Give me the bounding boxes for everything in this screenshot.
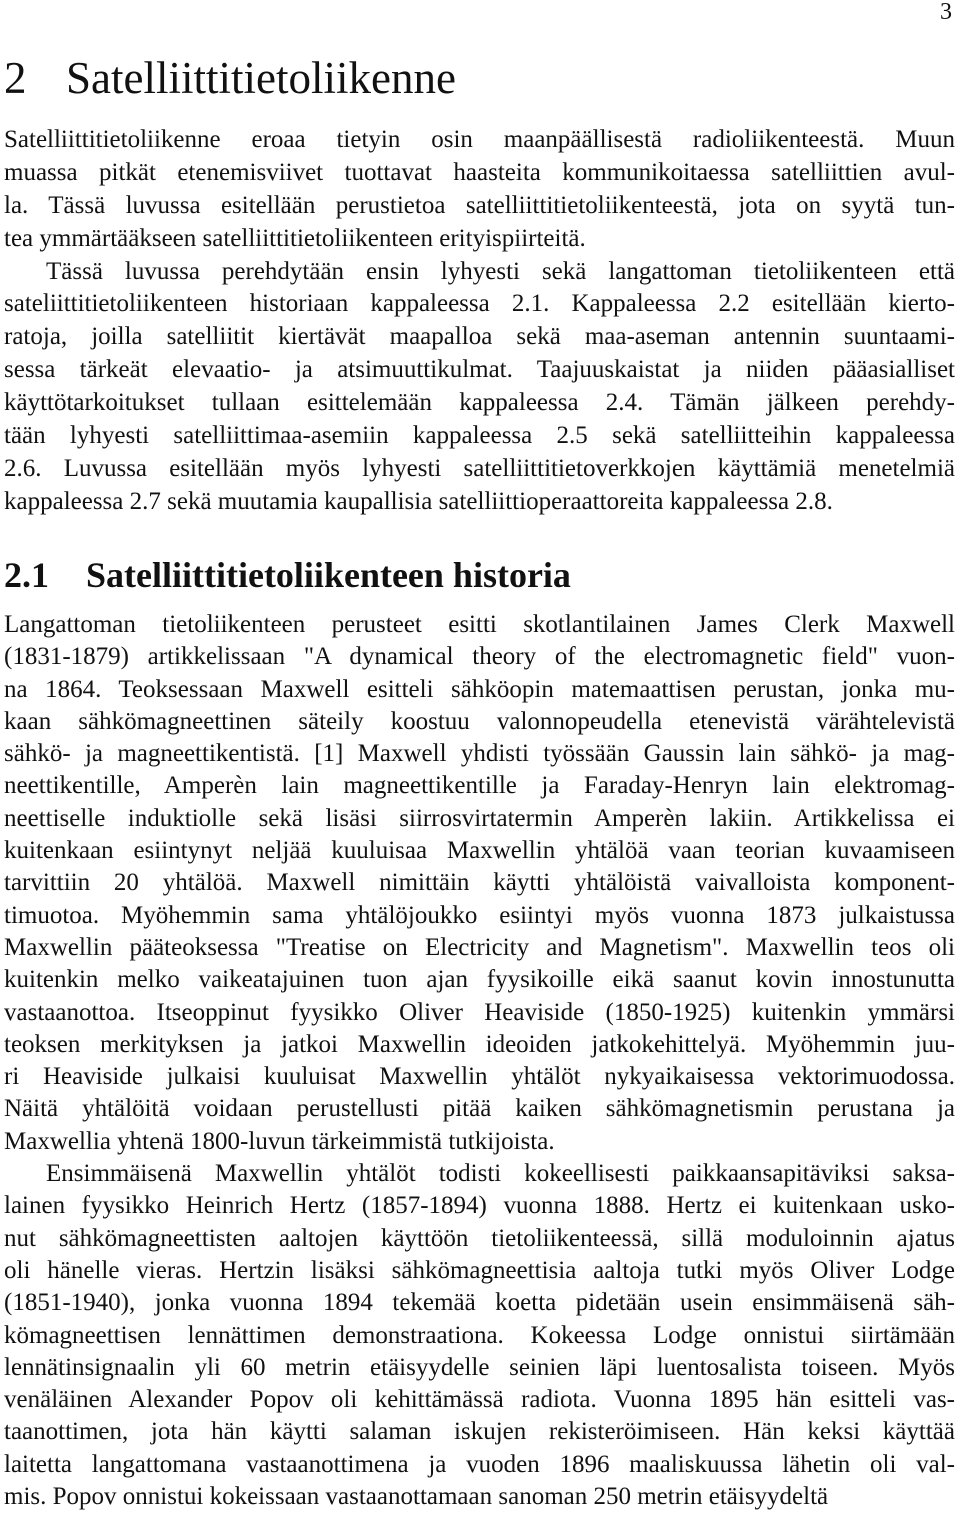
- section-heading: [4, 553, 944, 597]
- text-line: (1831-1879) artikkelissaan "A dynamical theory of the electromagnetic field" vuon-: [4, 643, 955, 671]
- text-line: vastaanottoa. Itseoppinut fyysikko Oliver Heaviside (1850-1925) kuitenkin ymmärsi: [4, 998, 955, 1026]
- text-line: muassa pitkät etenemisviivet tuottavat haasteita kommunikoitaessa satelliittien avul-: [4, 158, 955, 186]
- text-line: tarvittiin 20 yhtälöä. Maxwell nimittäin käytti yhtälöistä vaivalloista komponent-: [4, 869, 955, 897]
- text-line: Langattoman tietoliikenteen perusteet esitti skotlantilainen James Clerk Maxwell: [4, 611, 955, 638]
- text-line: Maxwellia yhtenä 1800-luvun tärkeimmistä tutkijoista.: [4, 1127, 555, 1155]
- section-number: 2.1: [4, 555, 49, 595]
- text-line: Maxwellin pääteoksessa "Treatise on Electricity and Magnetism". Maxwellin teos oli: [4, 933, 955, 961]
- text-line: kuitenkin melko vaikeatajuinen tuon ajan fyysikoille eikä saanut kovin innostunutta: [4, 966, 955, 994]
- text-line: ri Heaviside julkaisi kuuluisat Maxwellin yhtälöt nykyaikaisessa vektorimuodossa.: [4, 1063, 955, 1091]
- text-line: Näitä yhtälöitä voidaan perustellusti pitää kaiken sähkömagnetismin perustana ja: [4, 1095, 955, 1123]
- text-line: Ensimmäisenä Maxwellin yhtälöt todisti kokeellisesti paikkaansapitäviksi saksa-: [46, 1160, 955, 1188]
- text-line: laitetta langattomana vastaanottimena ja vuoden 1896 maaliskuussa lähetin oli val-: [4, 1450, 955, 1478]
- text-line: Satelliittitietoliikenne eroaa tietyin osin maanpäällisestä radioliikenteestä. Muun: [4, 126, 955, 153]
- text-line: (1851-1940), jonka vuonna 1894 tekemää koetta pidetään usein ensimmäisenä säh-: [4, 1289, 955, 1317]
- text-line: ratoja, joilla satelliitit kiertävät maapalloa sekä maa-aseman antennin suuntaami-: [4, 323, 955, 351]
- text-line: mis. Popov onnistui kokeissaan vastaanottamaan sanoman 250 metrin etäisyydeltä: [4, 1483, 829, 1511]
- section-title: Satelliittitietoliikenteen historia: [86, 555, 571, 595]
- text-line: 2.6. Luvussa esitellään myös lyhyesti satelliittitietoverkkojen käyttämiä menetelmiä: [4, 454, 955, 482]
- text-line: tea ymmärtääkseen satelliittitietoliikenteen erityispiirteitä.: [4, 224, 586, 252]
- text-line: kaan sähkömagneettinen säteily koostuu valonnopeudella etenevistä värähtelevistä: [4, 707, 955, 735]
- text-line: lainen fyysikko Heinrich Hertz (1857-1894) vuonna 1888. Hertz ei kuitenkaan usko-: [4, 1192, 955, 1220]
- section-body: [4, 609, 955, 1513]
- text-line: kömagneettisen lennättimen demonstraationa. Kokeessa Lodge onnistui siirtämään: [4, 1321, 955, 1349]
- chapter-intro: [4, 124, 955, 519]
- text-line: teoksen merkityksen ja jatkoi Maxwellin ideoiden jatkokehittelyä. Myöhemmin juu-: [4, 1030, 955, 1058]
- text-line: timuotoa. Myöhemmin sama yhtälöjoukko esiintyi myös vuonna 1873 julkaistussa: [4, 901, 955, 929]
- text-line: neettikentille, Amperèn lain magneettikentille ja Faraday-Henryn lain elektromag-: [4, 772, 955, 800]
- text-line: la. Tässä luvussa esitellään perustietoa satelliittitietoliikenteestä, jota on syytä tun-: [4, 191, 955, 219]
- text-line: oli hänelle vieras. Hertzin lisäksi sähkömagneettisia aaltoja tutki myös Oliver Lodge: [4, 1256, 955, 1284]
- paragraph: [4, 609, 955, 1158]
- chapter-heading: [4, 53, 944, 103]
- text-line: tään lyhyesti satelliittimaa-asemiin kappaleessa 2.5 sekä satelliitteihin kappaleessa: [4, 422, 955, 450]
- paragraph: [4, 124, 955, 256]
- chapter-number: 2: [4, 53, 27, 103]
- text-line: käyttötarkoitukset tullaan esittelemään kappaleessa 2.4. Tämän jälkeen perehdy-: [4, 389, 955, 417]
- text-line: na 1864. Teoksessaan Maxwell esitteli sähköopin matemaattisen perustan, jonka mu-: [4, 675, 955, 703]
- text-line: sessa tärkeät elevaatio- ja atsimuuttikulmat. Taajuuskaistat ja niiden pääasialliset: [4, 356, 955, 384]
- text-line: kuitenkaan esiintynyt neljää kuuluisaa Maxwellin yhtälöä vaan teorian kuvaamiseen: [4, 837, 955, 865]
- text-line: kappaleessa 2.7 sekä muutamia kaupallisia satelliittioperaattoreita kappaleessa 2.8.: [4, 487, 833, 515]
- text-line: Tässä luvussa perehdytään ensin lyhyesti sekä langattoman tietoliikenteen että: [46, 257, 955, 285]
- chapter-title: Satelliittitietoliikenne: [66, 53, 456, 103]
- text-line: lennätinsignaalin yli 60 metrin etäisyydelle seinien läpi luentosalista toiseen. Myös: [4, 1353, 955, 1381]
- text-line: taanottimen, jota hän käytti salaman iskujen rekisteröimiseen. Hän keksi käyttää: [4, 1418, 955, 1446]
- text-line: neettiselle induktiolle sekä lisäsi siirrosvirtatermin Amperèn lakiin. Artikkelissa ei: [4, 804, 955, 832]
- text-line: venäläinen Alexander Popov oli kehittämässä radiota. Vuonna 1895 hän esitteli vas-: [4, 1386, 955, 1414]
- text-line: sähkö- ja magneettikentistä. [1] Maxwell yhdisti työssään Gaussin lain sähkö- ja mag-: [4, 740, 955, 768]
- paragraph: [4, 1158, 955, 1513]
- text-line: sateliittitietoliikenteen historiaan kappaleessa 2.1. Kappaleessa 2.2 esitellään kierto-: [4, 290, 955, 318]
- paragraph: [4, 256, 955, 519]
- page-number: 3: [940, 0, 952, 25]
- text-line: nut sähkömagneettisten aaltojen käyttöön tietoliikenteessä, sillä moduloinnin ajatus: [4, 1224, 955, 1252]
